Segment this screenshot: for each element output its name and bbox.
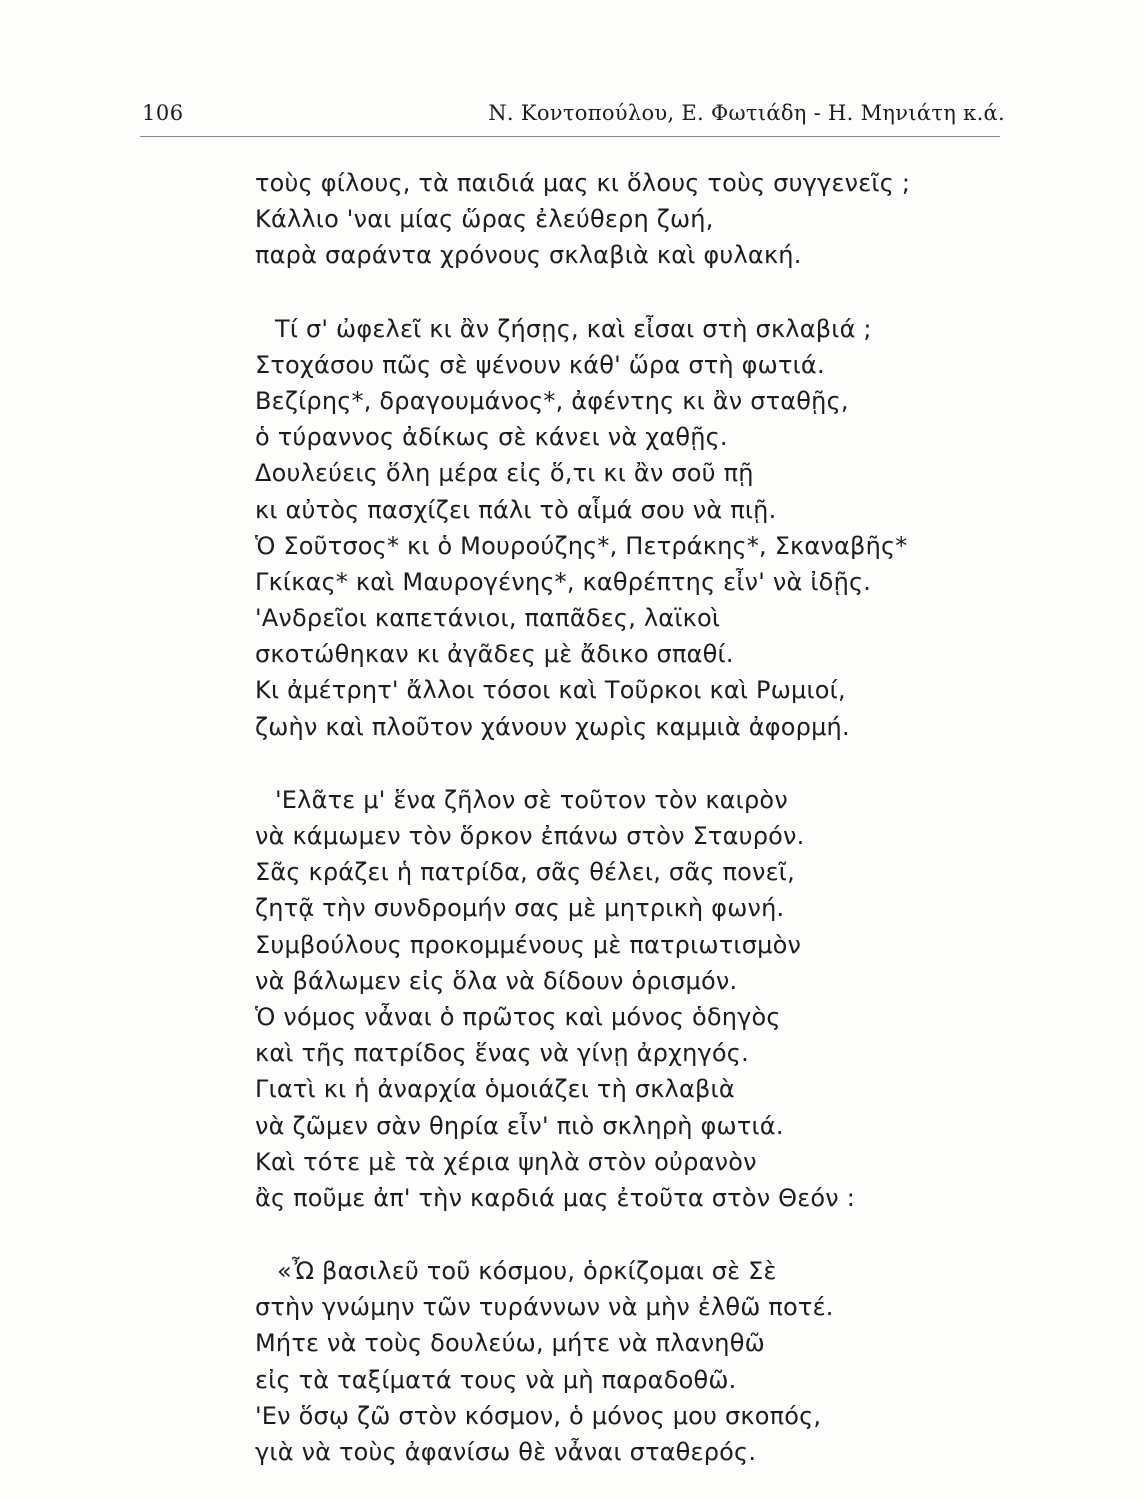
header-rule bbox=[140, 136, 1000, 137]
poem-line: νὰ ζῶμεν σὰν θηρία εἶν' πιὸ σκληρὴ φωτιά. bbox=[255, 1111, 784, 1140]
stanza-1 bbox=[255, 165, 1015, 274]
stanza-2 bbox=[255, 311, 1015, 745]
stanza-4 bbox=[255, 1253, 1015, 1470]
running-head: Ν. Κοντοπούλου, Ε. Φωτιάδη - Η. Μηνιάτη κ.ά. bbox=[488, 101, 1005, 125]
poem bbox=[255, 165, 1015, 1470]
stanza-3 bbox=[255, 782, 1015, 1216]
poem-line: 'Εν ὅσῳ ζῶ στὸν κόσμον, ὁ μόνος μου σκοπός, bbox=[255, 1401, 822, 1430]
poem-line: σκοτώθηκαν κι ἀγᾶδες μὲ ἄδικο σπαθί. bbox=[255, 640, 734, 669]
poem-line: Βεζίρης*, δραγουμάνος*, ἀφέντης κι ἂν σταθῇς, bbox=[255, 386, 849, 415]
poem-line: Συμβούλους προκομμένους μὲ πατριωτισμὸν bbox=[255, 930, 802, 959]
poem-line: Κάλλιο 'ναι μίας ὥρας ἐλεύθερη ζωή, bbox=[255, 205, 714, 234]
poem-line: Γκίκας* καὶ Μαυρογένης*, καθρέπτης εἶν' νὰ ἰδῇς. bbox=[255, 567, 872, 596]
poem-line: 'Ελᾶτε μ' ἕνα ζῆλον σὲ τοῦτον τὸν καιρὸν bbox=[275, 785, 788, 814]
poem-line: Γιατὶ κι ἡ ἀναρχία ὁμοιάζει τὴ σκλαβιὰ bbox=[255, 1075, 735, 1104]
poem-line: ζωὴν καὶ πλοῦτον χάνουν χωρὶς καμμιὰ ἀφορμή. bbox=[255, 712, 850, 741]
poem-line: Καὶ τότε μὲ τὰ χέρια ψηλὰ στὸν οὐρανὸν bbox=[255, 1147, 757, 1176]
poem-line: ἂς ποῦμε ἀπ' τὴν καρδιά μας ἐτοῦτα στὸν Θεόν : bbox=[255, 1183, 856, 1212]
poem-line: τοὺς φίλους, τὰ παιδιά μας κι ὅλους τοὺς συγγενεῖς ; bbox=[255, 169, 911, 197]
poem-line: εἰς τὰ ταξίματά τους νὰ μὴ παραδοθῶ. bbox=[255, 1365, 737, 1394]
poem-line: Ὁ νόμος νἆναι ὁ πρῶτος καὶ μόνος ὁδηγὸς bbox=[255, 1002, 781, 1031]
poem-line: νὰ βάλωμεν εἰς ὅλα νὰ δίδουν ὁρισμόν. bbox=[255, 966, 738, 995]
poem-line: ὁ τύραννος ἀδίκως σὲ κάνει νὰ χαθῇς. bbox=[255, 423, 728, 452]
poem-line: γιὰ νὰ τοὺς ἀφανίσω θὲ νἆναι σταθερός. bbox=[255, 1438, 757, 1466]
poem-line: 'Ανδρεῖοι καπετάνιοι, παπᾶδες, λαϊκοὶ bbox=[255, 604, 721, 633]
poem-line: «Ὦ βασιλεῦ τοῦ κόσμου, ὁρκίζομαι σὲ Σὲ bbox=[277, 1257, 777, 1286]
poem-line: Σᾶς κράζει ἡ πατρίδα, σᾶς θέλει, σᾶς πονεῖ, bbox=[255, 858, 795, 887]
poem-line: στὴν γνώμην τῶν τυράννων νὰ μὴν ἐλθῶ ποτέ. bbox=[255, 1293, 834, 1322]
poem-line: Δουλεύεις ὅλη μέρα εἰς ὅ,τι κι ἂν σοῦ πῇ bbox=[255, 459, 754, 488]
poem-line: νὰ κάμωμεν τὸν ὅρκον ἐπάνω στὸν Σταυρόν. bbox=[255, 822, 805, 850]
poem-line: Τί σ' ὠφελεῖ κι ἂν ζήσῃς, καὶ εἶσαι στὴ σκλαβιά ; bbox=[275, 314, 872, 343]
poem-line: ζητᾷ τὴν συνδρομήν σας μὲ μητρικὴ φωνή. bbox=[255, 894, 785, 923]
poem-line: κι αὐτὸς πασχίζει πάλι τὸ αἷμά σου νὰ πιῇ. bbox=[255, 495, 777, 524]
poem-line: Κι ἀμέτρητ' ἄλλοι τόσοι καὶ Τοῦρκοι καὶ Ρωμιοί, bbox=[255, 676, 846, 705]
poem-line: παρὰ σαράντα χρόνους σκλαβιὰ καὶ φυλακή. bbox=[255, 241, 802, 270]
poem-line: Μήτε νὰ τοὺς δουλεύω, μήτε νὰ πλανηθῶ bbox=[255, 1329, 765, 1358]
poem-line: καὶ τῆς πατρίδος ἕνας νὰ γίνῃ ἀρχηγός. bbox=[255, 1039, 749, 1068]
poem-line: Ὁ Σοῦτσος* κι ὁ Μουρούζης*, Πετράκης*, Σκαναβῆς* bbox=[255, 531, 908, 560]
poem-line: Στοχάσου πῶς σὲ ψένουν κάθ' ὥρα στὴ φωτιά. bbox=[255, 350, 825, 379]
page-number: 106 bbox=[142, 101, 184, 125]
